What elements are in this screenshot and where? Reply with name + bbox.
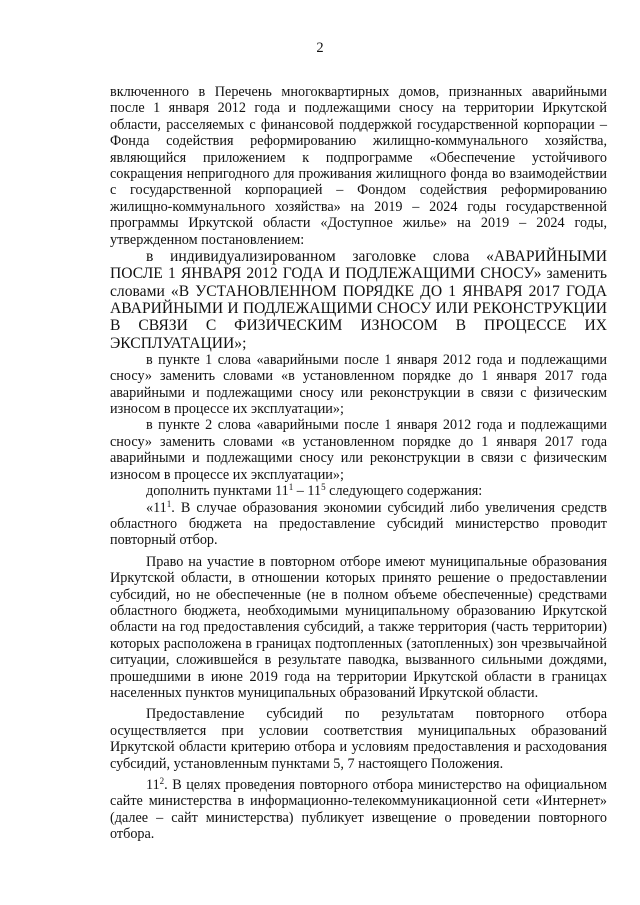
paragraph-item-2: в пункте 2 слова «аварийными после 1 января 2012 года и подлежащими сносу» заменить словами «в установленном порядке до 1 января 2017 года аварийными и подлежащими сносу или реконструкции в связи с физическим износом в процессе их эксплуатации»; [110, 417, 607, 483]
heading-change-end: »; [234, 334, 247, 352]
heading-change-lead: в индивидуализированном заголовке слова « [146, 248, 494, 266]
clause-11-1-superscript: 1 [166, 498, 172, 509]
clause-11-2-superscript: 2 [159, 776, 165, 786]
paragraph-participation-right: Право на участие в повторном отборе имеют муниципальные образования Иркутской области, в отношении которых принято решение о предоставлении субсидий, но не обеспеченные (не в полном объеме обеспеченные) средствами областного бюджета, необходимыми муниципальному образованию Иркутской области на год предоставления субсидий, а также территория (часть территории) которых расположена в границах подтопленных (затопленных) зон чрезвычайной ситуации, сложившейся в результате паводка, вызванного сильными дождями, прошедшими в июне 2019 года на территории Иркутской области в границах населенных пунктов муниципальных образований Иркутской области. [110, 553, 607, 701]
page-number: 2 [316, 40, 324, 56]
supplement-lead: дополнить пунктами 11 [146, 483, 289, 500]
new-heading-words: В УСТАНОВЛЕННОМ ПОРЯДКЕ ДО 1 ЯНВАРЯ 2017 ГОДА АВАРИЙНЫМИ И ПОДЛЕЖАЩИМИ СНОСУ ИЛИ РЕКОНСТРУКЦИИ В СВЯЗИ С ФИЗИЧЕСКИМ ИЗНОСОМ В ПРОЦЕССЕ ИХ ЭКСПЛУАТАЦИИ [110, 282, 607, 352]
paragraph-11-1 [110, 500, 607, 549]
old-heading-words: АВАРИЙНЫМИ ПОСЛЕ 1 ЯНВАРЯ 2012 ГОДА И ПОДЛЕЖАЩИМИ СНОСУ [110, 248, 607, 283]
paragraph-subsidy-provision: Предоставление субсидий по результатам повторного отбора осуществляется при условии соответствия муниципальных образований Иркутской области критерию отбора и условиям предоставления и расходования субсидий, установленным пунктами 5, 7 настоящего Положения. [110, 706, 607, 772]
paragraph-supplement [110, 483, 607, 499]
clause-11-1-number: «11 [146, 499, 167, 516]
heading-change-mid: » заменить словами « [110, 265, 608, 300]
clause-11-2-text: . В целях проведения повторного отбора министерство на официальном сайте министерства в информационно-телекоммуникационной сети «Интернет» (далее – сайт министерства) публикует извещение о проведении повторного отбора. [110, 777, 607, 843]
superscript-5: 5 [321, 482, 326, 493]
supplement-dash: – 11 [293, 483, 322, 500]
superscript-1: 1 [288, 482, 294, 493]
clause-11-2-number: 11 [146, 777, 160, 793]
paragraph-heading-change [110, 248, 607, 352]
supplement-tail: следующего содержания: [325, 483, 483, 500]
document-body [110, 84, 607, 843]
paragraph-intro: включенного в Перечень многоквартирных домов, признанных аварийными после 1 января 2012 года и подлежащими сносу на территории Иркутской области, расселяемых с финансовой поддержкой государственной корпорации – Фонда содействия реформированию жилищно-коммунального хозяйства, являющийся приложением к подпрограмме «Обеспечение устойчивого сокращения непригодного для проживания жилищного фонда во взаимодействии с государственной корпорацией – Фондом содействия реформированию жилищно-коммунального хозяйства» на 2019 – 2024 годы государственной программы Иркутской области «Доступное жилье» на 2019 – 2024 годы, утвержденном постановлением: [110, 84, 607, 248]
clause-11-1-text: . В случае образования экономии субсидий либо увеличения средств областного бюджета на предоставление субсидий министерство проводит повторный отбор. [110, 499, 607, 549]
paragraph-item-1: в пункте 1 слова «аварийными после 1 января 2012 года и подлежащими сносу» заменить словами «в установленном порядке до 1 января 2017 года аварийными и подлежащими сносу или реконструкции в связи с физическим износом в процессе их эксплуатации»; [110, 351, 607, 418]
paragraph-11-2 [110, 777, 607, 843]
